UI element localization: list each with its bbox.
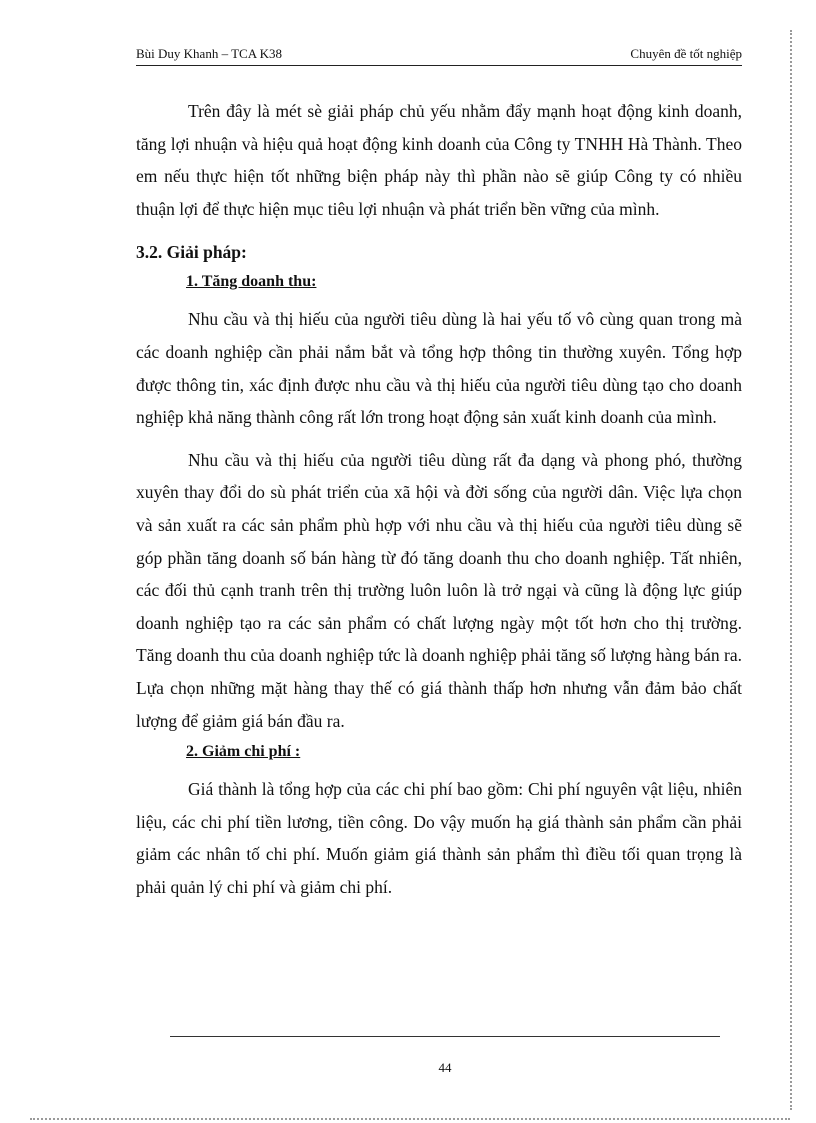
header-author: Bùi Duy Khanh – TCA K38 <box>136 46 283 61</box>
paragraph-intro: Trên đây là mét sè giải pháp chủ yếu nhằm đẩy mạnh hoạt động kinh doanh, tăng lợi nhuận và hiệu quả hoạt động kinh doanh của Công ty TNHH Hà Thành. Theo em nếu thực hiện tốt những biện pháp này thì phần nào sẽ giúp Công ty có nhiều thuận lợi để thực hiện mục tiêu lợi nhuận và phát triển bền vững của mình. <box>136 101 742 219</box>
paragraph-cost-1: Giá thành là tổng hợp của các chi phí bao gồm: Chi phí nguyên vật liệu, nhiên liệu, các chi phí tiền lương, tiền công. Do vậy muốn hạ giá thành sản phẩm cần phải giảm các nhân tố chi phí. Muốn giảm giá thành sản phẩm thì điều tối quan trọng là phải quản lý chi phí và giảm chi phí. <box>136 779 742 897</box>
header-document-title: Chuyên đề tốt nghiệp <box>630 46 742 61</box>
page-border-bottom <box>30 1118 790 1120</box>
paragraph-revenue-2: Nhu cầu và thị hiếu của người tiêu dùng rất đa dạng và phong phó, thường xuyên thay đổi do sù phát triển của xã hội và đời sống của người dân. Việc lựa chọn và sản xuất ra các sản phẩm phù hợp với nhu cầu và thị hiếu của người tiêu dùng sẽ góp phần tăng doanh số bán hàng từ đó tăng doanh thu cho doanh nghiệp. Tất nhiên, các đối thủ cạnh tranh trên thị trường luôn luôn là trở ngại và cũng là động lực giúp doanh nghiệp tạo ra các sản phẩm có chất lượng ngày một tốt hơn cho thị trường. Tăng doanh thu của doanh nghiệp tức là doanh nghiệp phải tăng số lượng hàng bán ra. Lựa chọn những mặt hàng thay thế có giá thành thấp hơn nhưng vẫn đảm bảo chất lượng để giảm giá bán đầu ra. <box>136 449 742 731</box>
paragraph-revenue-1: Nhu cầu và thị hiếu của người tiêu dùng là hai yếu tố vô cùng quan trong mà các doanh nghiệp cần phải nắm bắt và tổng hợp thông tin thường xuyên. Tổng hợp được thông tin, xác định được nhu cầu và thị hiếu của người tiêu dùng tạo cho doanh nghiệp khả năng thành công rất lớn trong hoạt động sản xuất kinh doanh của mình. <box>136 309 742 428</box>
page-header <box>136 46 742 66</box>
footer-divider <box>170 1036 720 1037</box>
section-heading: 3.2. Giải pháp: <box>136 242 247 263</box>
page-border-right <box>790 30 792 1110</box>
page-number: 44 <box>438 1060 452 1075</box>
subsection-heading-revenue: 1. Tăng doanh thu: <box>186 273 317 291</box>
document-body <box>136 95 742 903</box>
subsection-heading-cost: 2. Giảm chi phí : <box>186 743 301 761</box>
